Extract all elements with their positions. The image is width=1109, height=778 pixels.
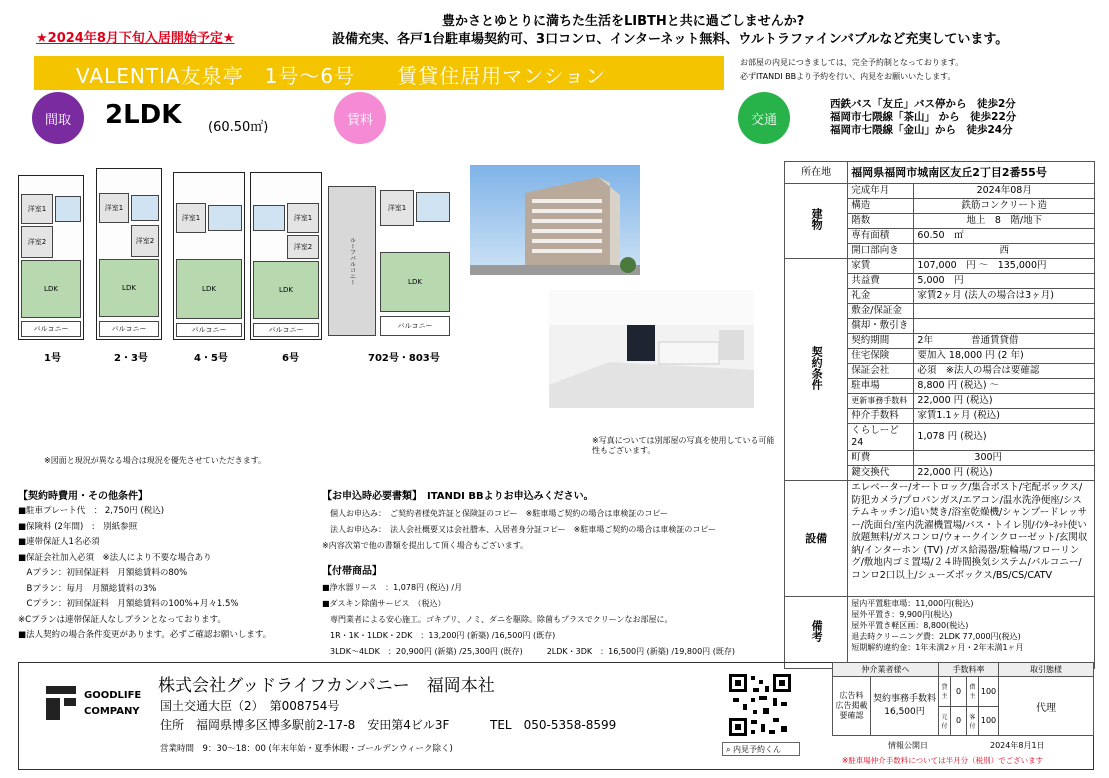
options-title: 【付帯商品】 bbox=[322, 566, 382, 577]
bath-area bbox=[253, 205, 285, 231]
madori-value: 2LDK bbox=[105, 100, 182, 130]
application-line: 個人お申込み： ご契約者様免許証と保険証のコピー ※駐車場ご契約の場合は車検証のコピー bbox=[330, 509, 669, 518]
lessor-value: 0 bbox=[951, 677, 967, 707]
lessor-label: 貸主 bbox=[939, 677, 951, 707]
plan-label: 1号 bbox=[44, 353, 61, 364]
ldk-room: LDK bbox=[253, 261, 319, 319]
principal-label: 元付 bbox=[939, 706, 951, 736]
condition-line: ■連帯保証人1名必須 bbox=[18, 537, 100, 547]
application-list bbox=[322, 506, 717, 554]
company-license: 国土交通大臣（2） 第008754号 bbox=[160, 699, 340, 713]
spec-label: 住宅保険 bbox=[848, 349, 914, 364]
spec-label: 共益費 bbox=[848, 274, 914, 289]
publication-date: 2024年8月1日 bbox=[990, 741, 1045, 750]
spec-label: 町費 bbox=[848, 451, 914, 466]
spec-value: 107,000 円 ～ 135,000円 bbox=[914, 259, 1095, 274]
ldk-room: LDK bbox=[21, 260, 81, 318]
contract-fee-value: 16,500円 bbox=[884, 707, 925, 717]
remark-line: 退去時クリーニング費：2LDK 77,000円(税込) bbox=[851, 632, 1021, 641]
spec-value: 5,000 円 bbox=[914, 274, 1095, 289]
option-line: 3LDK～4LDK ：20,900円 (新築) /25,300円 (既存) 2LDK・3DK ：16,500円 (新築) /19,800円 (既存) bbox=[322, 647, 735, 656]
spec-label: 鍵交換代 bbox=[848, 466, 914, 481]
logo-text-2: COMPANY bbox=[84, 706, 140, 717]
transport-line: 福岡市七隈線「茶山」 から 徒歩22分 bbox=[830, 111, 1017, 123]
application-line: ※内容次第で他の書類を提出して頂く場合もございます。 bbox=[322, 541, 529, 550]
fee-note: ※駐車場仲介手数料については半月分（税別）でございます bbox=[842, 756, 1044, 765]
location-label: 所在地 bbox=[785, 162, 848, 184]
move-in-notice: ★2024年8月下旬入居開始予定★ bbox=[36, 31, 235, 46]
spec-label: 礼金 bbox=[848, 289, 914, 304]
ldk-room: LDK bbox=[99, 259, 159, 317]
logo-text-1: GOODLIFE bbox=[84, 690, 142, 701]
spec-value: 1,078 円 (税込) bbox=[914, 424, 1095, 451]
spec-value: 22,000 円 (税込) bbox=[914, 394, 1095, 409]
company-logo-icon bbox=[46, 686, 76, 720]
option-line: 専門業者による安心施工。ゴキブリ、ノミ、ダニを駆除。除菌もプラスでクリーンなお部屋に。 bbox=[322, 615, 673, 624]
western-room-1: 洋室1 bbox=[99, 193, 129, 223]
equipment-label: 設備 bbox=[785, 481, 848, 597]
fee-rate-header: 手数料率 bbox=[939, 663, 999, 677]
western-room-1: 洋室1 bbox=[287, 203, 319, 233]
spec-label: 構造 bbox=[848, 199, 914, 214]
transport-line: 福岡市七隈線「金山」から 徒歩24分 bbox=[830, 124, 1013, 136]
floorplan-2-3 bbox=[96, 168, 162, 340]
balcony: バルコニー bbox=[99, 321, 159, 337]
balcony: バルコニー bbox=[21, 321, 81, 337]
spec-value: 必須 ※法人の場合は要確認 bbox=[914, 364, 1095, 379]
western-room-2: 洋室2 bbox=[21, 226, 53, 258]
spec-label: 保証会社 bbox=[848, 364, 914, 379]
spec-label: 更新事務手数料 bbox=[848, 394, 914, 409]
viewing-reservation-label: 内見予約くん bbox=[733, 745, 782, 754]
floorplan-note: ※図面と現況が異なる場合は現況を優先させていただきます。 bbox=[44, 456, 267, 465]
plan-label: 4・5号 bbox=[194, 353, 228, 364]
spec-label: 階数 bbox=[848, 214, 914, 229]
property-title-banner: VALENTIA友泉亭 1号～6号 賃貸住居用マンション bbox=[34, 56, 724, 90]
viewing-notice-2: 必ずITANDI BBより予約を行い、内見をお願いいたします。 bbox=[740, 72, 956, 81]
spec-value: 8,800 円 (税込) ～ bbox=[914, 379, 1095, 394]
ad-fee-cell: 広告料 広告掲載 要確認 bbox=[833, 677, 871, 736]
bath-area bbox=[416, 192, 450, 222]
business-hours: 営業時間 9：30～18：00 (年末年始・夏季休暇・ゴールデンウィーク除く) bbox=[160, 744, 453, 754]
remark-line: 屋内平置駐車場：11,000円(税込) bbox=[851, 599, 974, 608]
broker-header: 仲介業者様へ bbox=[833, 663, 939, 677]
equipment-list: エレベーター/オートロック/集合ポスト/宅配ボックス/防犯カメラ/プロパンガス/エアコン/温水洗浄便座/システムキッチン/追い焚き/浴室乾燥機/シャンプードレッサー/洗面台/室内洗濯機置場/バス・トイレ別/ｲﾝﾀｰﾈｯﾄ使い放題無料/ガスコンロ/ウォークインクローゼット/玄関収納/インターホン (TV) /ガス給湯器/駐輪場/フローリング/敷地内ゴミ置場/２４時間換気システム/バルコニー/コンロ2口以上/シューズボックス/BS/CS/CATV bbox=[848, 481, 1095, 597]
floorplan-702-803 bbox=[328, 176, 454, 340]
spec-value: 家賃1.1ヶ月 (税込) bbox=[914, 409, 1095, 424]
spec-value: 2024年08月 bbox=[914, 184, 1095, 199]
plan-label: 2・3号 bbox=[114, 353, 148, 364]
spec-label: 開口部向き bbox=[848, 244, 914, 259]
spec-label: 完成年月 bbox=[848, 184, 914, 199]
option-line: ■ダスキン除菌サービス （税込） bbox=[322, 599, 446, 608]
spec-table bbox=[784, 161, 1095, 669]
transaction-type: 代理 bbox=[999, 677, 1094, 736]
tagline-2: 設備充実、各戸1台駐車場契約可、3口コンロ、インターネット無料、ウルトラファインバブルなど充実しています。 bbox=[332, 32, 1009, 47]
madori-badge: 間取 bbox=[32, 92, 84, 144]
options-list bbox=[322, 580, 735, 660]
ldk-room: LDK bbox=[380, 252, 450, 312]
rent-badge: 賃料 bbox=[334, 92, 386, 144]
ldk-room: LDK bbox=[176, 259, 242, 319]
remarks-list bbox=[848, 597, 1095, 669]
contract-fee-cell bbox=[871, 677, 939, 736]
transport-line: 西鉄バス「友丘」バス停から 徒歩2分 bbox=[830, 98, 1016, 110]
lessee-value: 100 bbox=[979, 677, 999, 707]
spec-value bbox=[914, 304, 1095, 319]
contract-fee-label: 契約事務手数料 bbox=[872, 694, 936, 704]
remark-line: 短期解約違約金：1年未満2ヶ月・2年未満1ヶ月 bbox=[851, 643, 1024, 652]
broker-fee-table bbox=[832, 662, 1094, 736]
condition-line: Cプラン：初回保証料 月額総賃料の100%+月々1.5% bbox=[18, 599, 239, 609]
company-address: 住所 福岡県博多区博多駅前2-17-8 安田第4ビル3F bbox=[160, 718, 450, 732]
search-icon: ⌕ bbox=[726, 745, 731, 754]
transport-badge: 交通 bbox=[738, 92, 790, 144]
spec-value: 地上 8 階/地下 bbox=[914, 214, 1095, 229]
condition-line: Aプラン：初回保証料 月額総賃料の80% bbox=[18, 568, 188, 578]
viewing-reservation-button[interactable] bbox=[722, 742, 800, 756]
western-room-1: 洋室1 bbox=[176, 203, 206, 233]
remarks-label: 備考 bbox=[785, 597, 848, 669]
conditions-title: 【契約時費用・その他条件】 bbox=[18, 491, 148, 502]
viewing-notice-1: お部屋の内見につきましては、完全予約制となっております。 bbox=[740, 58, 964, 67]
agent-value: 100 bbox=[979, 706, 999, 736]
location-value: 福岡県福岡市城南区友丘2丁目2番55号 bbox=[848, 162, 1095, 184]
western-room-1: 洋室1 bbox=[380, 190, 414, 226]
roof-balcony: ルーフバルコニー bbox=[328, 186, 376, 336]
spec-label: 専有面積 bbox=[848, 229, 914, 244]
spec-label: 仲介手数料 bbox=[848, 409, 914, 424]
building-exterior-image bbox=[470, 165, 640, 275]
agent-label: 客付 bbox=[967, 706, 979, 736]
spec-value: 22,000 円 (税込) bbox=[914, 466, 1095, 481]
remark-line: 屋外平置き：9,900円(税込) bbox=[851, 610, 953, 619]
spec-value: 2年 普通賃貸借 bbox=[914, 334, 1095, 349]
plan-label: 702号・803号 bbox=[368, 353, 440, 364]
western-room-2: 洋室2 bbox=[287, 235, 319, 259]
lessee-label: 借主 bbox=[967, 677, 979, 707]
floorplan-6 bbox=[250, 172, 322, 340]
floorplan-1 bbox=[18, 175, 84, 340]
bath-area bbox=[55, 196, 81, 222]
building-label: 建物 bbox=[785, 184, 848, 259]
contract-label: 契約条件 bbox=[785, 259, 848, 481]
option-line: 1R・1K・1LDK・2DK ：13,200円 (新築) /16,500円 (既存) bbox=[322, 631, 556, 640]
spec-value: 300円 bbox=[914, 451, 1095, 466]
floorplan-4-5 bbox=[173, 172, 245, 340]
balcony: バルコニー bbox=[176, 323, 242, 337]
company-name: 株式会社グッドライフカンパニー 福岡本社 bbox=[158, 676, 495, 696]
plan-label: 6号 bbox=[282, 353, 299, 364]
spec-label: くらしーど24 bbox=[848, 424, 914, 451]
spec-value bbox=[914, 319, 1095, 334]
spec-label: 家賃 bbox=[848, 259, 914, 274]
area-value: (60.50㎡) bbox=[208, 120, 269, 135]
spec-value: 家賃2ヶ月 (法人の場合は3ヶ月) bbox=[914, 289, 1095, 304]
transport-list bbox=[830, 98, 1016, 137]
transaction-header: 取引態様 bbox=[999, 663, 1094, 677]
application-title: 【お申込時必要書類】 ITANDI BBよりお申込みください。 bbox=[322, 491, 594, 502]
condition-line: ■保険料 (2年間) : 別紙参照 bbox=[18, 521, 138, 532]
western-room-2: 洋室2 bbox=[131, 225, 159, 257]
condition-line: Bプラン：毎月 月額総賃料の3% bbox=[18, 583, 157, 594]
option-line: ■浄水器リース ：1,078円 (税込) /月 bbox=[322, 583, 463, 592]
spec-label: 償却・敷引き bbox=[848, 319, 914, 334]
spec-label: 契約期間 bbox=[848, 334, 914, 349]
condition-line: ■法人契約の場合条件変更があります。必ずご確認お願いします。 bbox=[18, 630, 272, 640]
publication-date-label: 情報公開日 bbox=[888, 741, 928, 750]
spec-value: 西 bbox=[914, 244, 1095, 259]
principal-value: 0 bbox=[951, 706, 967, 736]
balcony: バルコニー bbox=[253, 323, 319, 337]
condition-line: ■駐車プレート代 ： 2,750円 (税込) bbox=[18, 506, 165, 516]
spec-value: 鉄筋コンクリート造 bbox=[914, 199, 1095, 214]
spec-label: 敷金/保証金 bbox=[848, 304, 914, 319]
balcony: バルコニー bbox=[380, 316, 450, 336]
application-line: 法人お申込み： 法人会社概要又は会社謄本、入居者身分証コピー ※駐車場ご契約の場合は車検証のコピー bbox=[330, 525, 717, 534]
spec-label: 駐車場 bbox=[848, 379, 914, 394]
interior-photo bbox=[549, 290, 754, 408]
photo-note: ※写真については別部屋の写真を使用している可能性もございます。 bbox=[592, 436, 775, 455]
spec-value: 60.50 ㎡ bbox=[914, 229, 1095, 244]
conditions-list bbox=[18, 504, 271, 644]
spec-value: 要加入 18,000 円 (2 年) bbox=[914, 349, 1095, 364]
tagline-1: 豊かさとゆとりに満ちた生活をLIBTHと共に過ごしませんか? bbox=[442, 14, 805, 29]
remark-line: 屋外平置き軽区画：8,800(税込) bbox=[851, 621, 969, 630]
bath-area bbox=[131, 195, 159, 221]
condition-line: ※Cプランは連帯保証人なしプランとなっております。 bbox=[18, 614, 226, 625]
company-tel: TEL 050-5358-8599 bbox=[490, 718, 617, 732]
western-room-1: 洋室1 bbox=[21, 194, 53, 224]
condition-line: ■保証会社加入必須 ※法人により不要な場合あり bbox=[18, 552, 212, 563]
qr-code-icon[interactable] bbox=[729, 674, 791, 736]
bath-area bbox=[208, 205, 242, 231]
